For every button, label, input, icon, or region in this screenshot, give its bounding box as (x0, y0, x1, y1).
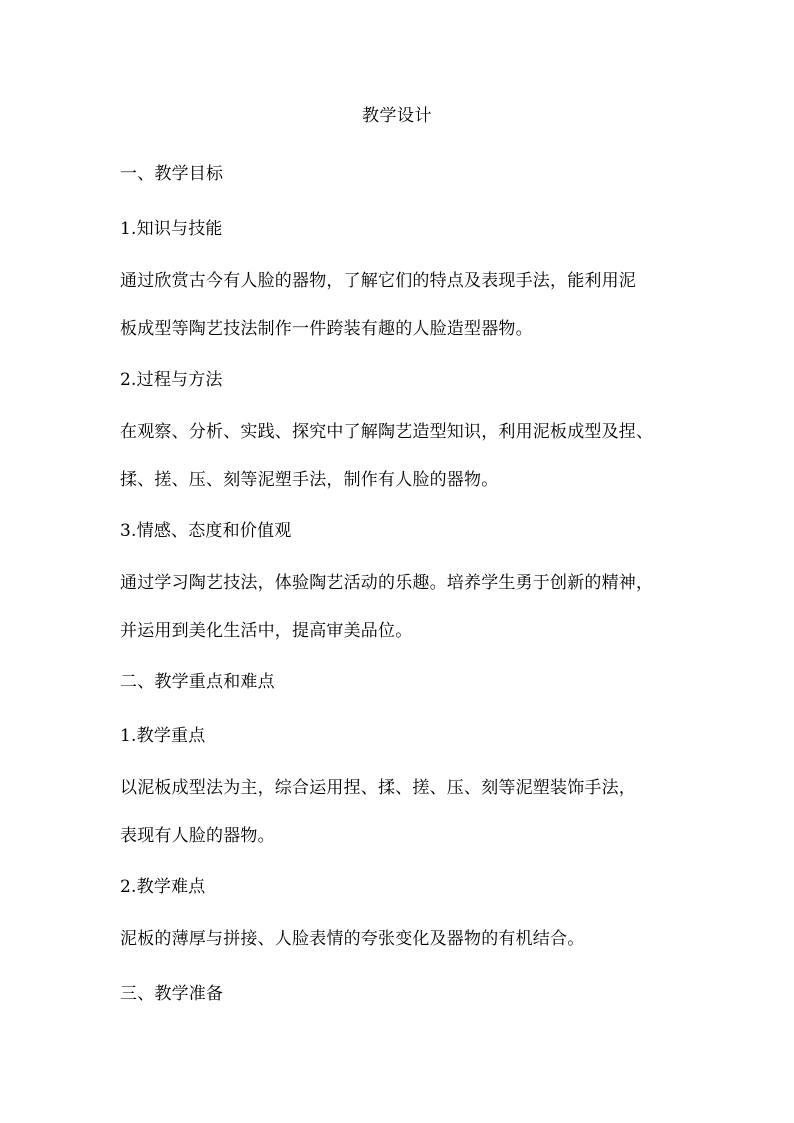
subheading-process-method: 2.过程与方法 (120, 370, 223, 390)
subheading-knowledge-skills: 1.知识与技能 (120, 219, 223, 239)
section-heading-key-points: 二、教学重点和难点 (120, 672, 275, 692)
paragraph-emotion-values (120, 570, 680, 644)
paragraph-teaching-difficulty (120, 926, 680, 952)
paragraph-knowledge-skills (120, 268, 680, 342)
document-title: 教学设计 (362, 106, 432, 126)
paragraph-line: 泥板的薄厚与拼接、人脸表情的夸张变化及器物的有机结合。 (120, 929, 585, 949)
paragraph-teaching-focus (120, 775, 680, 849)
subheading-teaching-focus: 1.教学重点 (120, 726, 206, 746)
paragraph-line: 通过欣赏古今有人脸的器物，了解它们的特点及表现手法，能利用泥 (120, 271, 636, 291)
paragraph-line: 揉、搓、压、刻等泥塑手法，制作有人脸的器物。 (120, 470, 499, 490)
paragraph-process-method (120, 419, 680, 493)
subheading-emotion-values: 3.情感、态度和价值观 (120, 521, 292, 541)
paragraph-line: 在观察、分析、实践、探究中了解陶艺造型知识，利用泥板成型及捏、 (120, 422, 654, 442)
section-heading-objectives: 一、教学目标 (120, 164, 224, 184)
paragraph-line: 以泥板成型法为主，综合运用捏、揉、搓、压、刻等泥塑装饰手法， (120, 778, 636, 798)
section-heading-preparation: 三、教学准备 (120, 984, 224, 1004)
paragraph-line: 表现有人脸的器物。 (120, 826, 275, 846)
paragraph-line: 板成型等陶艺技法制作一件跨装有趣的人脸造型器物。 (120, 319, 533, 339)
paragraph-line: 并运用到美化生活中，提高审美品位。 (120, 621, 413, 641)
paragraph-line: 通过学习陶艺技法，体验陶艺活动的乐趣。培养学生勇于创新的精神， (120, 573, 654, 593)
subheading-teaching-difficulty: 2.教学难点 (120, 877, 206, 897)
